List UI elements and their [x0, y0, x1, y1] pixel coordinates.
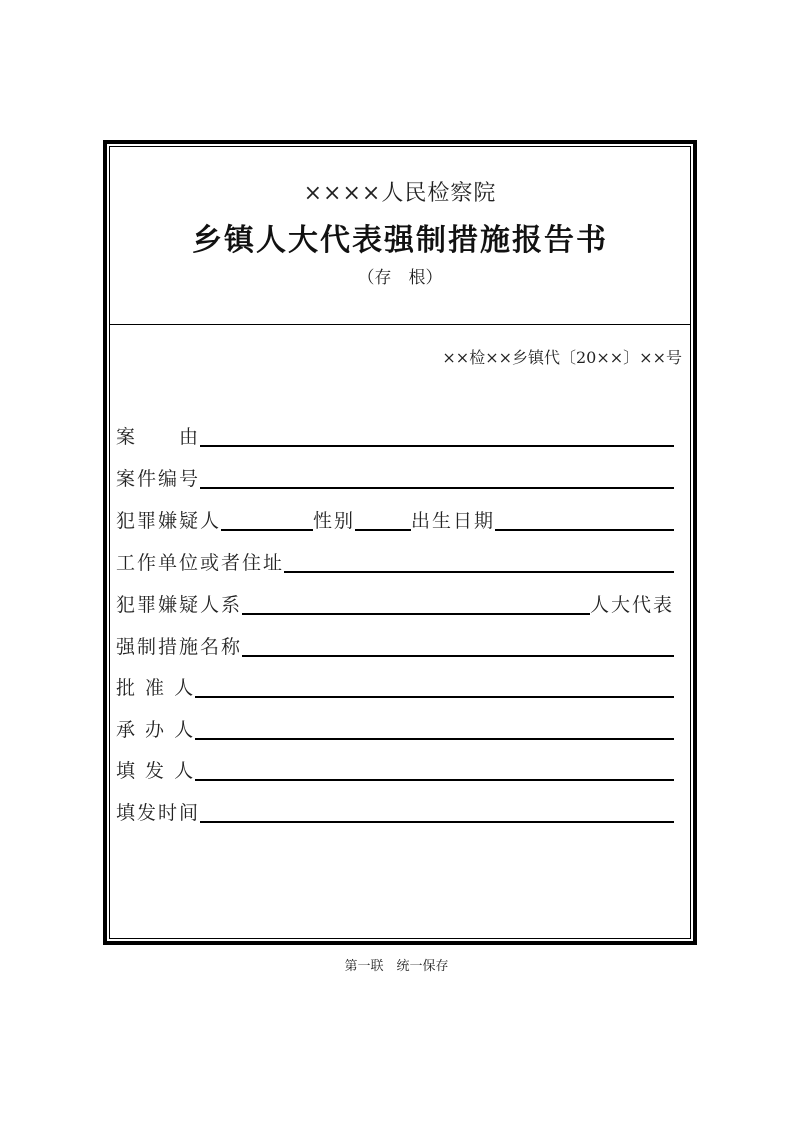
birth-date-field[interactable] — [495, 507, 674, 531]
document-title: 乡镇人大代表强制措施报告书 — [192, 223, 608, 258]
approver-row — [116, 674, 674, 700]
gender-label: 性别 — [313, 510, 356, 532]
case-cause-field[interactable] — [200, 423, 674, 447]
suspect-is-label: 犯罪嫌疑人系 — [116, 594, 243, 616]
issuer-label: 填 发 人 — [116, 760, 196, 782]
case-number-field[interactable] — [200, 465, 674, 489]
case-number-label: 案件编号 — [116, 468, 201, 490]
handler-label: 承 办 人 — [116, 719, 196, 741]
measure-name-label: 强制措施名称 — [116, 636, 243, 658]
case-number-row — [116, 465, 674, 491]
organization-name: ××××人民检察院 — [303, 181, 497, 206]
issue-time-row — [116, 799, 674, 825]
deputy-row — [116, 591, 674, 617]
issue-time-label: 填发时间 — [116, 802, 201, 824]
workplace-field[interactable] — [284, 549, 674, 573]
issuer-field[interactable] — [195, 757, 674, 781]
approver-field[interactable] — [195, 674, 674, 698]
form-inner-border — [109, 146, 691, 939]
workplace-label: 工作单位或者住址 — [116, 552, 285, 574]
form-header — [110, 147, 690, 325]
case-cause-row — [116, 423, 674, 449]
document-number: ××检××乡镇代〔20××〕××号 — [442, 348, 682, 367]
issue-time-field[interactable] — [200, 799, 674, 823]
handler-field[interactable] — [195, 716, 674, 740]
deputy-level-field[interactable] — [242, 591, 590, 615]
workplace-row — [116, 549, 674, 575]
deputy-suffix-label: 人大代表 — [589, 594, 674, 616]
birth-date-label: 出生日期 — [411, 510, 496, 532]
copy-note: 第一联 统一保存 — [344, 959, 449, 974]
document-subtitle: （存 根） — [357, 268, 443, 288]
suspect-row — [116, 507, 674, 533]
suspect-label: 犯罪嫌疑人 — [116, 510, 222, 532]
gender-field[interactable] — [355, 507, 411, 531]
measure-row — [116, 633, 674, 659]
handler-row — [116, 716, 674, 742]
measure-name-field[interactable] — [242, 633, 674, 657]
form-border — [103, 140, 697, 945]
approver-label: 批 准 人 — [116, 677, 196, 699]
case-cause-label: 案 由 — [116, 426, 201, 448]
suspect-name-field[interactable] — [221, 507, 313, 531]
issuer-row — [116, 757, 674, 783]
